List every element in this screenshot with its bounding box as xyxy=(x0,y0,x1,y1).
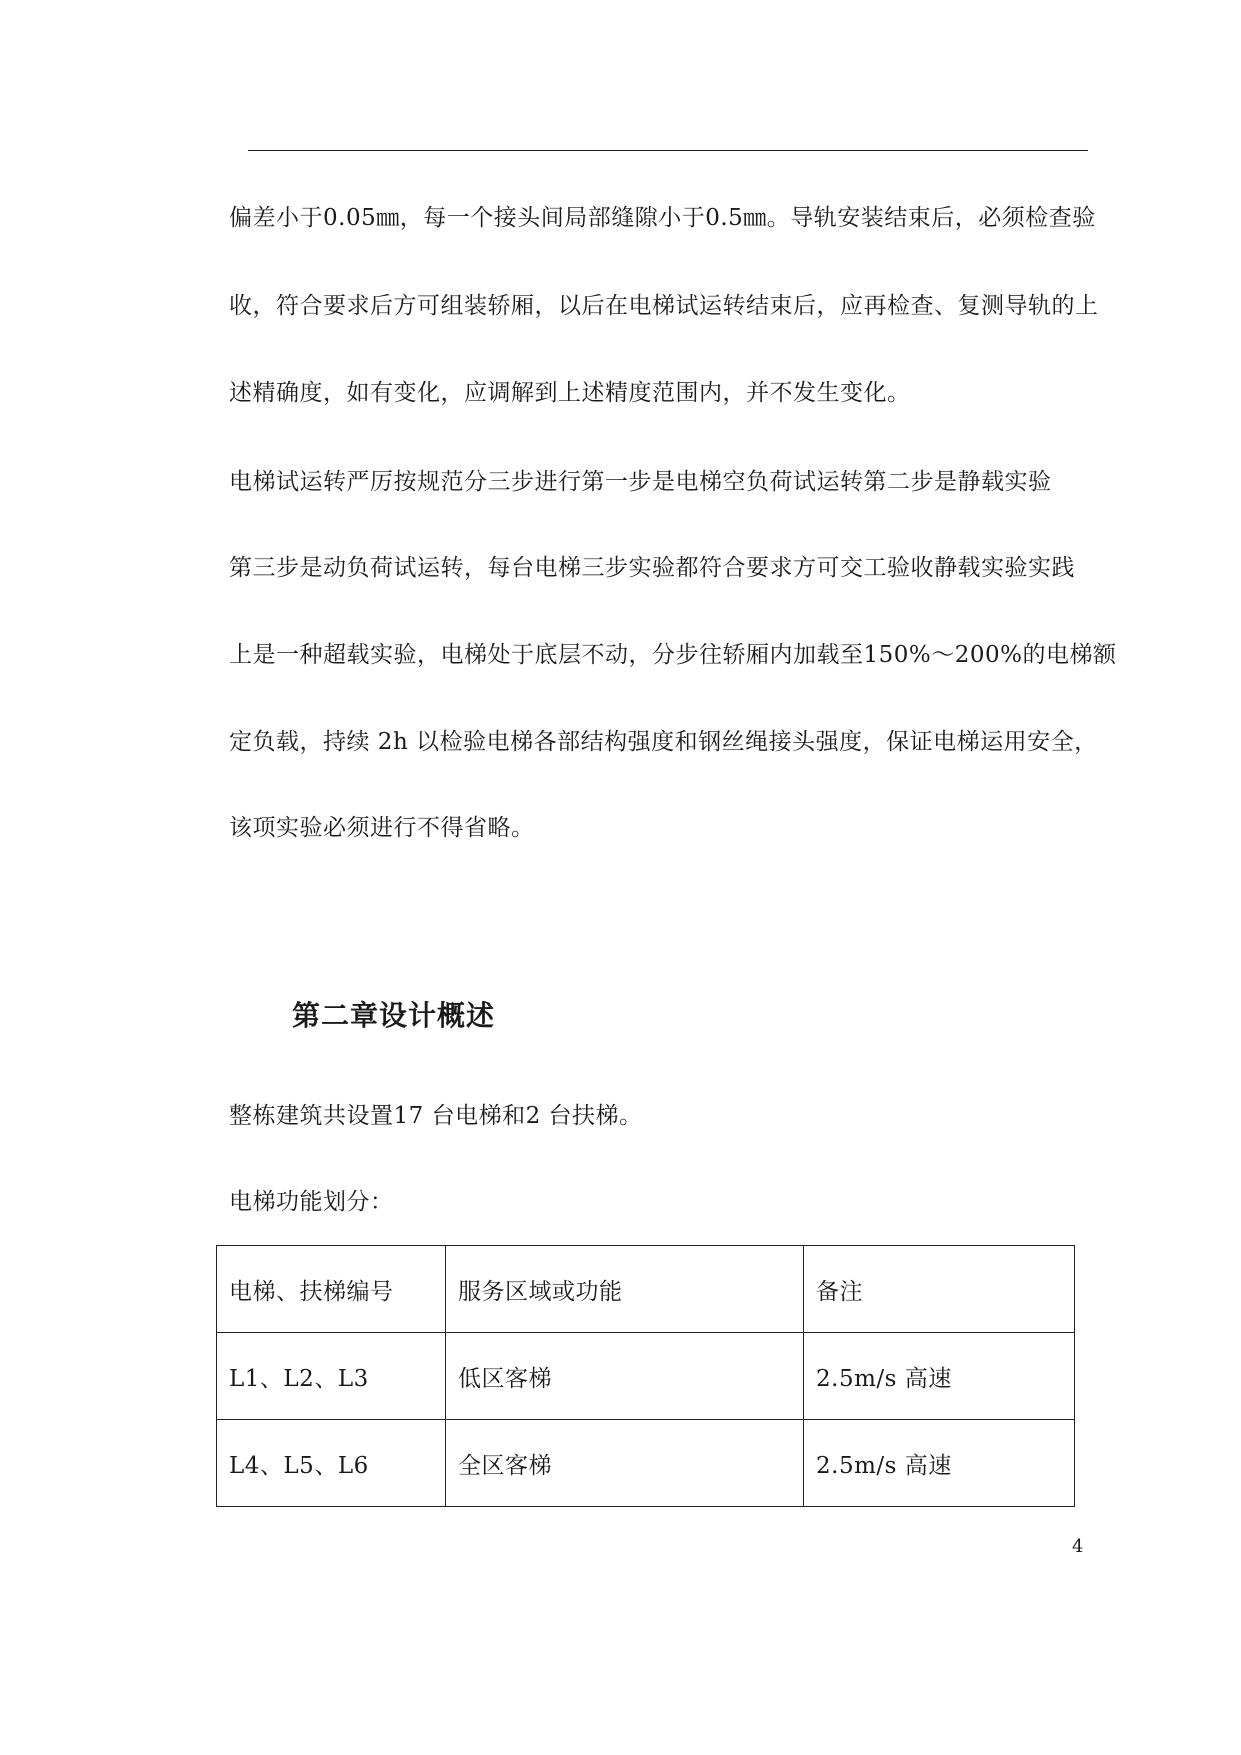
table-row xyxy=(217,1333,1075,1420)
table-header-cell: 服务区域或功能 xyxy=(446,1246,804,1333)
table-cell: 低区客梯 xyxy=(446,1333,804,1420)
table-header-cell: 备注 xyxy=(804,1246,1075,1333)
table-cell: 2.5m/s 高速 xyxy=(804,1333,1075,1420)
body-text-line: 述精确度，如有变化，应调解到上述精度范围内，并不发生变化。 xyxy=(229,380,911,406)
body-text-line: 上是一种超载实验，电梯处于底层不动，分步往轿厢内加载至150%～200%的电梯额 xyxy=(229,642,1117,668)
table-cell: L1、L2、L3 xyxy=(217,1333,446,1420)
table-header-cell: 电梯、扶梯编号 xyxy=(217,1246,446,1333)
table-cell: 全区客梯 xyxy=(446,1420,804,1507)
table-cell: L4、L5、L6 xyxy=(217,1420,446,1507)
page-number: 4 xyxy=(1072,1536,1084,1557)
chapter-heading: 第二章设计概述 xyxy=(292,999,496,1032)
table-caption: 电梯功能划分： xyxy=(229,1189,394,1215)
elevator-function-table xyxy=(216,1245,1075,1507)
intro-line: 整栋建筑共设置17 台电梯和2 台扶梯。 xyxy=(229,1103,643,1129)
table-row xyxy=(217,1420,1075,1507)
table-header-row xyxy=(217,1246,1075,1333)
table-cell: 2.5m/s 高速 xyxy=(804,1420,1075,1507)
body-text-line: 偏差小于0.05㎜，每一个接头间局部缝隙小于0.5㎜。导轨安装结束后，必须检查验 xyxy=(229,205,1096,231)
body-text-line: 收，符合要求后方可组装轿厢，以后在电梯试运转结束后，应再检查、复测导轨的上 xyxy=(229,293,1099,319)
body-text-line: 第三步是动负荷试运转，每台电梯三步实验都符合要求方可交工验收静载实验实践 xyxy=(229,555,1075,581)
body-text-line: 该项实验必须进行不得省略。 xyxy=(229,815,535,841)
body-text-line: 电梯试运转严厉按规范分三步进行第一步是电梯空负荷试运转第二步是静载实验 xyxy=(229,469,1052,495)
header-rule xyxy=(248,150,1088,151)
body-text-line: 定负载，持续 2h 以检验电梯各部结构强度和钢丝绳接头强度，保证电梯运用安全， xyxy=(229,729,1098,755)
